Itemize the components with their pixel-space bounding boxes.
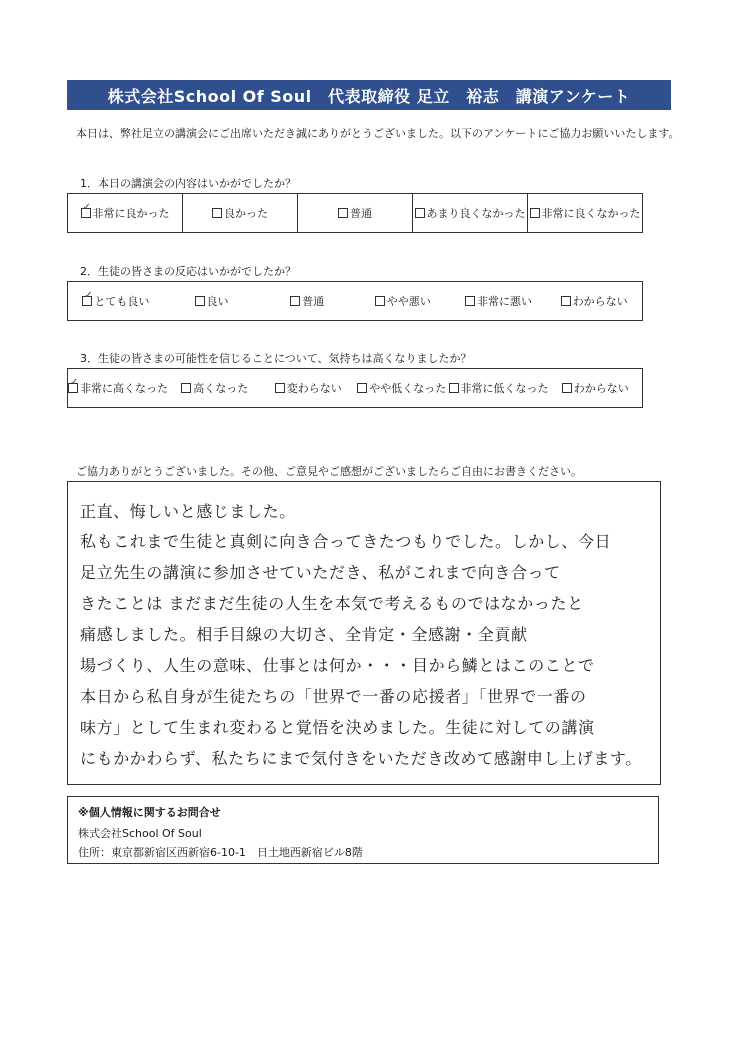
question-2-label: 2．生徒の皆さまの反応はいかがでしたか？ (80, 265, 296, 278)
question-2-options (67, 281, 643, 321)
q3-option-much-higher[interactable]: ✓ 非常に高くなった (70, 377, 168, 395)
handwritten-line: 足立先生の講演に参加させていただき、私がこれまで向き合って (80, 563, 561, 582)
checkmark-icon: ✓ (82, 202, 91, 213)
checkmark-icon: ✓ (70, 377, 79, 388)
checkbox-icon[interactable] (82, 290, 93, 306)
q1-option-very-good[interactable]: ✓ 非常に良かった (68, 194, 183, 232)
contact-address: 住所：東京都新宿区西新宿6-10-1 日土地西新宿ビル8階 (78, 846, 363, 859)
q3-option-higher[interactable]: 高くなった (168, 369, 262, 407)
checkmark-icon: ✓ (84, 290, 93, 301)
handwritten-line: 場づくり、人生の意味、仕事とは何か・・・目から鱗とはこのことで (80, 656, 595, 675)
handwritten-line: きたことは まだまだ生徒の人生を本気で考えるものではなかったと (80, 594, 584, 613)
checkbox-icon[interactable] (561, 296, 571, 306)
checkbox-icon[interactable] (449, 383, 459, 393)
checkbox-icon[interactable] (562, 383, 572, 393)
q2-option-normal[interactable]: 普通 (259, 282, 355, 320)
contact-company: 株式会社School Of Soul (78, 827, 202, 840)
checkbox-icon[interactable] (195, 296, 205, 306)
handwritten-line: 正直、悔しいと感じました。 (80, 502, 296, 521)
q2-option-very-good[interactable]: ✓ とても良い (84, 290, 150, 308)
survey-title: 株式会社School Of Soul 代表取締役 足立 裕志 講演アンケート (107, 86, 631, 106)
q2-option-slightly-bad[interactable]: やや悪い (355, 282, 451, 320)
q1-option-good[interactable]: 良かった (183, 194, 298, 232)
checkbox-icon[interactable] (275, 383, 285, 393)
q3-option-unchanged[interactable]: 変わらない (262, 369, 356, 407)
checkbox-icon[interactable] (415, 208, 425, 218)
handwritten-line: 私もこれまで生徒と真剣に向き合ってきたつもりでした。しかし、今日 (80, 532, 612, 551)
handwritten-line: 味方」として生まれ変わると覚悟を決めました。生徒に対しての講演 (80, 718, 595, 737)
q1-option-not-so-good[interactable]: あまり良くなかった (413, 194, 528, 232)
checkbox-icon[interactable] (290, 296, 300, 306)
question-3-label: 3．生徒の皆さまの可能性を信じることについて、気持ちは高くなりましたか？ (80, 352, 472, 365)
q2-option-unknown[interactable]: わからない (546, 282, 642, 320)
question-3-options (67, 368, 643, 408)
contact-box (67, 796, 659, 864)
checkbox-icon[interactable] (212, 208, 222, 218)
checkbox-icon[interactable] (465, 296, 475, 306)
checkbox-icon[interactable] (530, 208, 540, 218)
question-1-options (67, 193, 643, 233)
comments-box[interactable] (67, 481, 661, 785)
q3-option-unknown[interactable]: わからない (549, 369, 643, 407)
comments-label: ご協力ありがとうございました。その他、ご意見やご感想がございましたらご自由にお書きください。 (76, 465, 582, 478)
intro-text: 本日は、弊社足立の講演会にご出席いただき誠にありがとうございました。以下のアンケートにご協力お願いいたします。 (76, 127, 680, 140)
q2-option-very-bad[interactable]: 非常に悪い (451, 282, 547, 320)
handwritten-line: 本日から私自身が生徒たちの「世界で一番の応援者」「世界で一番の (80, 687, 587, 706)
checkbox-icon[interactable] (68, 377, 79, 393)
checkbox-icon[interactable] (338, 208, 348, 218)
q3-option-slightly-lower[interactable]: やや低くなった (355, 369, 449, 407)
checkbox-icon[interactable] (181, 383, 191, 393)
question-1-label: 1．本日の講演会の内容はいかがでしたか？ (80, 177, 296, 190)
q1-option-very-bad[interactable]: 非常に良くなかった (528, 194, 642, 232)
checkbox-icon[interactable] (375, 296, 385, 306)
checkbox-icon[interactable] (357, 383, 367, 393)
handwritten-line: にもかかわらず、私たちにまで気付きをいただき改めて感謝申し上げます。 (80, 749, 642, 768)
handwritten-line: 痛感しました。相手目線の大切さ、全肯定・全感謝・全貢献 (80, 625, 528, 644)
checkbox-icon[interactable] (81, 202, 91, 218)
q3-option-much-lower[interactable]: 非常に低くなった (449, 369, 549, 407)
contact-heading: ※個人情報に関するお問合せ (78, 806, 221, 819)
survey-title-banner (67, 80, 671, 110)
q2-option-good[interactable]: 良い (164, 282, 260, 320)
q1-option-normal[interactable]: 普通 (298, 194, 413, 232)
